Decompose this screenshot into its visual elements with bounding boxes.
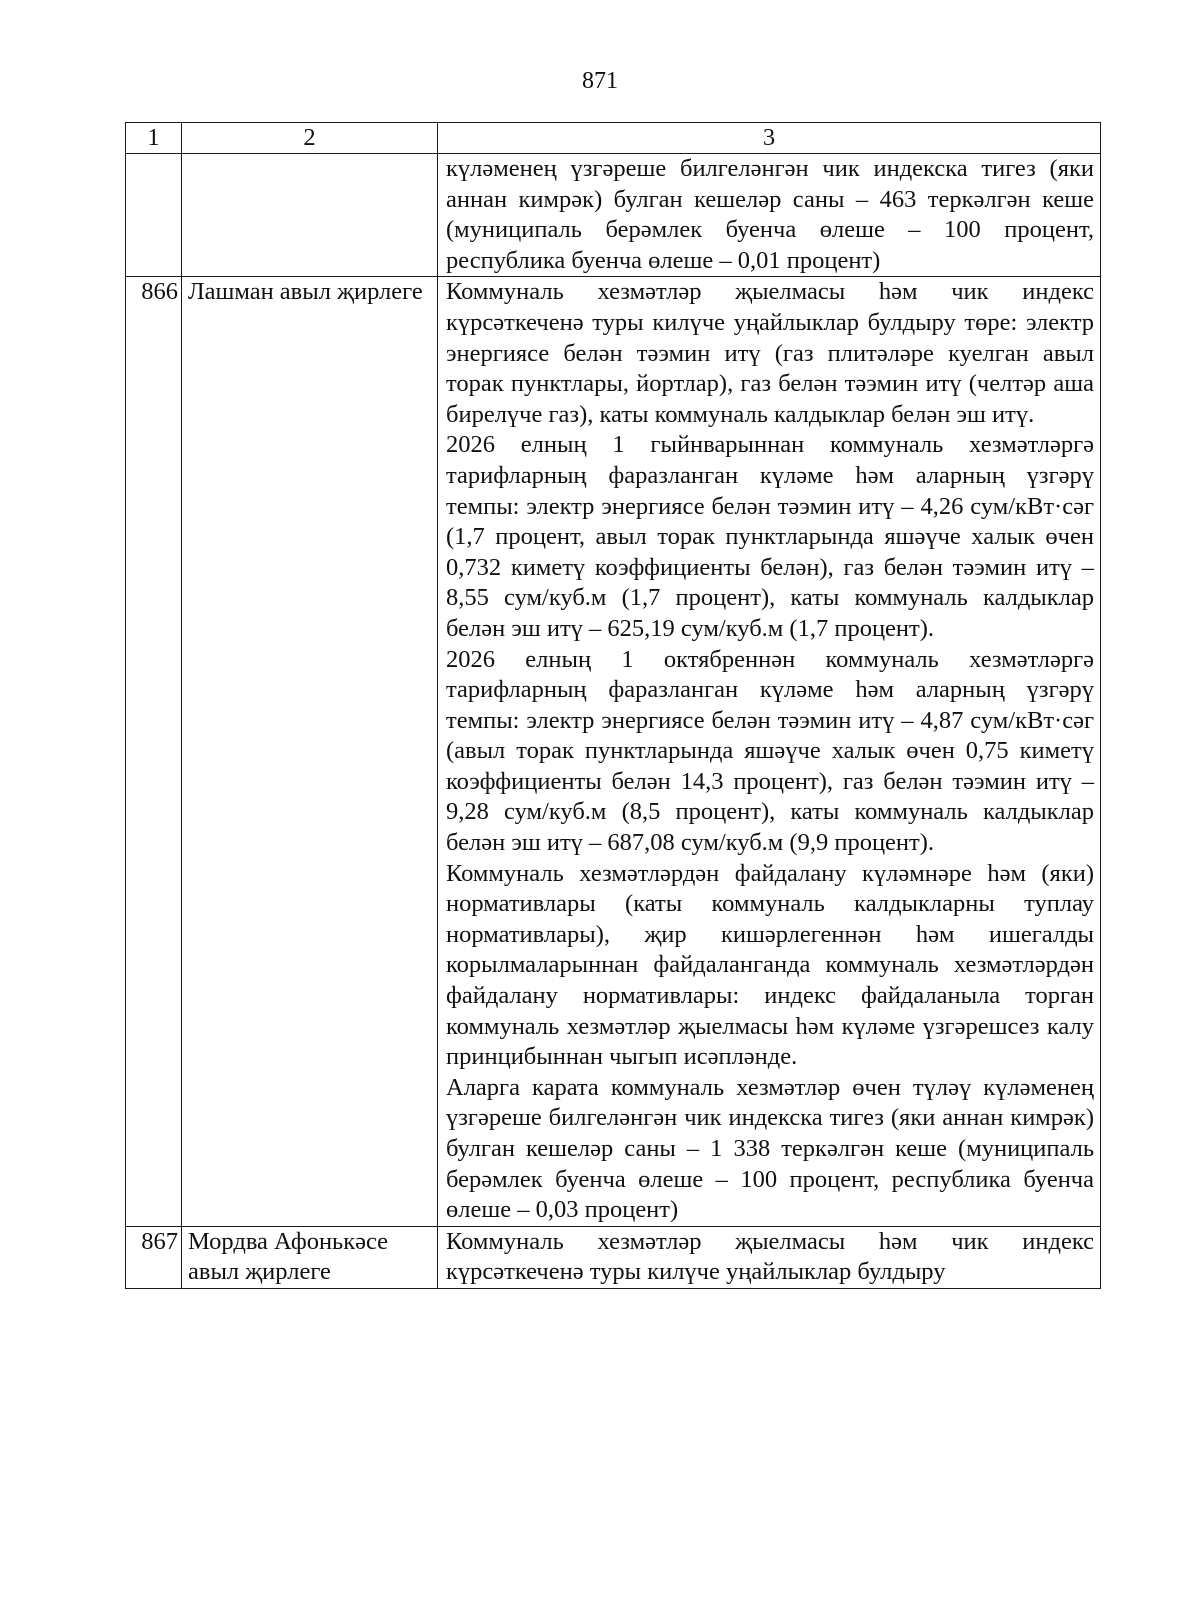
description-paragraph: Коммуналь хезмәтләр җыелмасы һәм чик индекс күрсәткеченә туры килүче уңайлыклар булдыру төре: электр энергиясе белән тәэмин итү (газ плитәләре куелган авыл торак пунктлары, йортлар), газ белән тәэмин итү (челтәр аша бирелүче газ), каты коммуналь калдыклар белән эш итү. (446, 278, 1094, 428)
description-cell (438, 1226, 1101, 1288)
description-paragraph: күләменең үзгәреше билгеләнгән чик индекска тигез (яки аннан кимрәк) булган кешеләр саны – 463 теркәлгән кеше (муниципаль берәмлек буенча өлеше – 100 процент, республика буенча өлеше – 0,01 процент) (446, 155, 1094, 274)
settlement-name-cell: Мордва Афонькәсе авыл җирлеге (182, 1226, 438, 1288)
column-header-1: 1 (126, 123, 182, 154)
description-paragraph: 2026 елның 1 гыйнварыннан коммуналь хезмәтләргә тарифларның фаразланган күләме һәм аларның үзгәрү темпы: электр энергиясе белән тәэмин итү – 4,26 сум/кВт·сәг (1,7 процент, авыл торак пунктларында яшәүче халык өчен 0,732 киметү коэффициенты белән), газ белән тәэмин итү – 8,55 сум/куб.м (1,7 процент), каты коммуналь калдыклар белән эш итү – 625,19 сум/куб.м (1,7 процент). (446, 431, 1094, 642)
row-number-cell: 867 (126, 1226, 182, 1288)
table-row-867 (126, 1226, 1101, 1288)
page-number: 871 (582, 68, 618, 94)
table-row-continuation (126, 154, 1101, 277)
table-header-row (126, 123, 1101, 154)
description-paragraph: Аларга карата коммуналь хезмәтләр өчен түләү күләменең үзгәреше билгеләнгән чик индекска тигез (яки аннан кимрәк) булган кешеләр саны – 1 338 теркәлгән кеше (муниципаль берәмлек буенча өлеше – 100 процент, республика буенча өлеше – 0,03 процент) (446, 1073, 1094, 1224)
description-cell (438, 154, 1101, 277)
row-number-cell: 866 (126, 277, 182, 1226)
description-paragraph: 2026 елның 1 октябреннән коммуналь хезмәтләргә тарифларның фаразланган күләме һәм аларның үзгәрү темпы: электр энергиясе белән тәэмин итү – 4,87 сум/кВт·сәг (авыл торак пунктларында яшәүче халык өчен 0,75 киметү коэффициенты белән 14,3 процент), газ белән тәэмин итү – 9,28 сум/куб.м (8,5 процент), каты коммуналь калдыклар белән эш итү – 687,08 сум/куб.м (9,9 процент). (446, 645, 1094, 857)
column-header-3: 3 (438, 123, 1101, 154)
tariff-table (125, 122, 1101, 1289)
row-number-cell (126, 154, 182, 277)
settlement-name-cell (182, 154, 438, 277)
settlement-name-cell: Лашман авыл җирлеге (182, 277, 438, 1226)
description-paragraph: Коммуналь хезмәтләрдән файдалану күләмнәре һәм (яки) нормативлары (каты коммуналь калдыкларны туплау нормативлары), җир кишәрлегеннән һәм ишегалды корылмаларыннан файдаланганда коммуналь хезмәтләрдән файдалану нормативлары: индекс файдаланыла торган коммуналь хезмәтләр җыелмасы һәм күләме үзгәрешсез калу принцибыннан чыгып исәпләнде. (446, 859, 1094, 1071)
table-row-866 (126, 277, 1101, 1226)
column-header-2: 2 (182, 123, 438, 154)
description-paragraph: Коммуналь хезмәтләр җыелмасы һәм чик индекс күрсәткеченә туры килүче уңайлыклар булдыру (446, 1227, 1094, 1286)
description-cell (438, 277, 1101, 1226)
